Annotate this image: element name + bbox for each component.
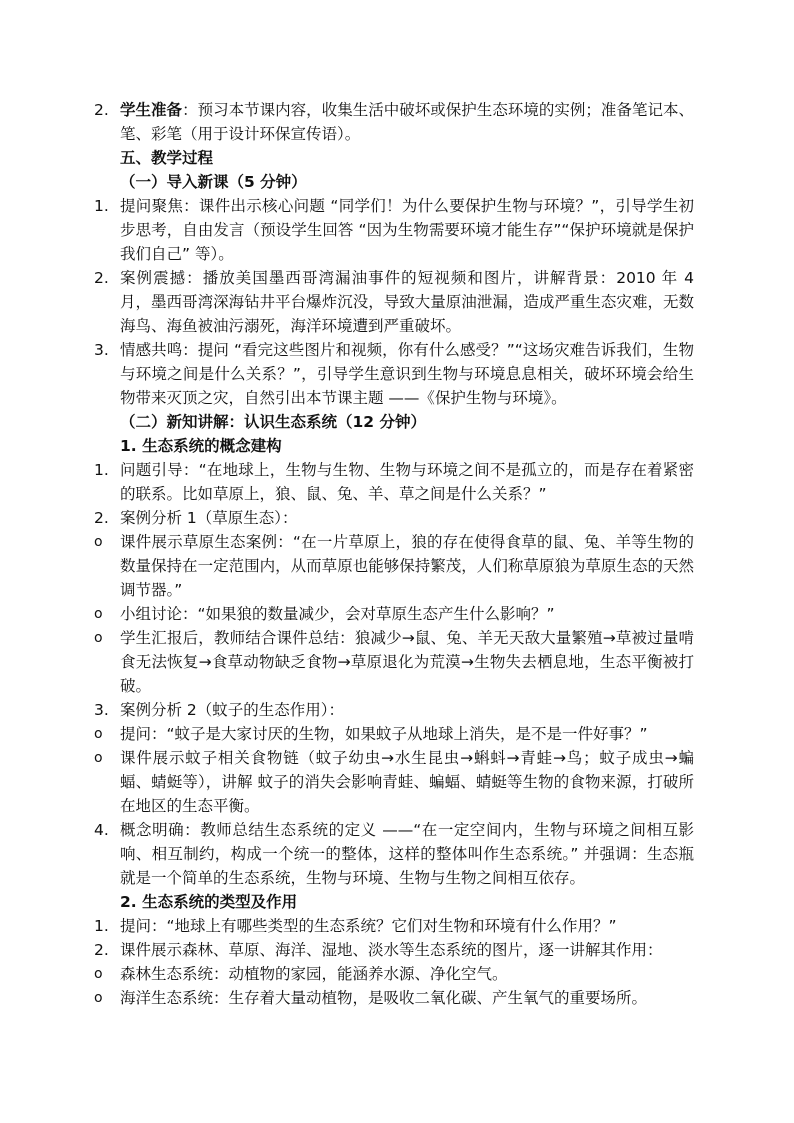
bullet-item (94, 722, 694, 746)
item-number: 4. (94, 821, 109, 839)
item-text (120, 986, 694, 1010)
item-number: 2. (94, 509, 109, 527)
item-number: 2. (94, 101, 109, 119)
item-number: 1. (94, 917, 109, 935)
numbered-item (94, 818, 694, 890)
item-body: ：预习本节课内容，收集生活中破坏或保护生态环境的实例；准备笔记本、笔、彩笔（用于设计环保宣传语）。 (120, 101, 694, 143)
bullet-item (94, 602, 694, 626)
item-body: 案例震撼：播放美国墨西哥湾漏油事件的短视频和图片，讲解背景：2010 年 4 月，墨西哥湾深海钻井平台爆炸沉没，导致大量原油泄漏，造成严重生态灾难，无数海鸟、海鱼被油污溺死，海洋环境遭到严重破坏。 (120, 269, 694, 335)
section-heading: 2. 生态系统的类型及作用 (120, 893, 298, 911)
item-body: 提问聚焦：课件出示核心问题 “同学们！为什么要保护生物与环境？”，引导学生初步思考，自由发言（预设学生回答 “因为生物需要环境才能生存”“保护环境就是保护我们自己” 等）。 (120, 197, 694, 263)
section-heading: （二）新知讲解：认识生态系统（12 分钟） (120, 413, 426, 431)
item-text (120, 722, 694, 746)
bullet-marker: o (94, 534, 103, 550)
item-body: 提问：“蚊子是大家讨厌的生物，如果蚊子从地球上消失，是不是一件好事？” (120, 725, 648, 743)
item-number: 1. (94, 461, 109, 479)
item-text (120, 962, 694, 986)
numbered-item (94, 266, 694, 338)
item-body: 海洋生态系统：生存着大量动植物，是吸收二氧化碳、产生氧气的重要场所。 (120, 989, 648, 1007)
section-heading: 1. 生态系统的概念建构 (120, 437, 282, 455)
item-text (120, 458, 694, 506)
bullet-item (94, 530, 694, 602)
item-text (120, 818, 694, 890)
numbered-item (94, 698, 694, 722)
lesson-plan-content (94, 98, 694, 1010)
bullet-marker: o (94, 966, 103, 982)
item-body: 概念明确：教师总结生态系统的定义 ——“在一定空间内，生物与环境之间相互影响、相互制约，构成一个统一的整体，这样的整体叫作生态系统。” 并强调：生态瓶就是一个简单的生态系统，生物与环境、生物与生物之间相互依存。 (120, 821, 694, 887)
section-heading: 五、教学过程 (120, 149, 214, 167)
item-number: 2. (94, 941, 109, 959)
bullet-marker: o (94, 990, 103, 1006)
bullet-marker: o (94, 606, 103, 622)
item-text (120, 698, 694, 722)
bullet-marker: o (94, 726, 103, 742)
bullet-item (94, 962, 694, 986)
item-body: 森林生态系统：动植物的家园，能涵养水源、净化空气。 (120, 965, 508, 983)
item-body: 学生汇报后，教师结合课件总结：狼减少→鼠、兔、羊无天敌大量繁殖→草被过量啃食无法恢复→食草动物缺乏食物→草原退化为荒漠→生物失去栖息地，生态平衡被打破。 (120, 629, 694, 695)
item-body: 课件展示草原生态案例：“在一片草原上，狼的存在使得食草的鼠、兔、羊等生物的数量保持在一定范围内，从而草原也能够保持繁茂，人们称草原狼为草原生态的天然调节器。” (120, 533, 694, 599)
bullet-item (94, 986, 694, 1010)
item-text (120, 530, 694, 602)
item-text (120, 746, 694, 818)
item-number: 3. (94, 341, 109, 359)
numbered-item (94, 506, 694, 530)
numbered-item (94, 338, 694, 410)
item-number: 1. (94, 197, 109, 215)
bullet-item (94, 746, 694, 818)
bullet-marker: o (94, 750, 103, 766)
item-body: 提问：“地球上有哪些类型的生态系统？它们对生物和环境有什么作用？” (120, 917, 617, 935)
bullet-marker: o (94, 630, 103, 646)
item-text (120, 626, 694, 698)
item-text (120, 938, 694, 962)
numbered-item (94, 938, 694, 962)
numbered-item (94, 458, 694, 506)
item-body: 课件展示森林、草原、海洋、湿地、淡水等生态系统的图片，逐一讲解其作用： (120, 941, 663, 959)
item-lead: 学生准备 (120, 101, 183, 119)
section-heading: （一）导入新课（5 分钟） (120, 173, 307, 191)
item-text (120, 338, 694, 410)
item-text (120, 602, 694, 626)
numbered-item (94, 914, 694, 938)
item-text (120, 266, 694, 338)
item-body: 课件展示蚊子相关食物链（蚊子幼虫→水生昆虫→蝌蚪→青蛙→鸟；蚊子成虫→蝙蝠、蜻蜓等），讲解 蚊子的消失会影响青蛙、蝙蝠、蜻蜓等生物的食物来源，打破所在地区的生态平衡。 (120, 749, 694, 815)
item-body: 案例分析 1（草原生态）： (120, 509, 298, 527)
item-body: 案例分析 2（蚊子的生态作用）： (120, 701, 345, 719)
item-body: 小组讨论：“如果狼的数量减少，会对草原生态产生什么影响？” (120, 605, 555, 623)
item-number: 3. (94, 701, 109, 719)
bullet-item (94, 626, 694, 698)
item-text (120, 98, 694, 146)
item-body: 情感共鸣：提问 “看完这些图片和视频，你有什么感受？”“这场灾难告诉我们，生物与环境之间是什么关系？”，引导学生意识到生物与环境息息相关，破坏环境会给生物带来灭顶之灾，自然引出本节课主题 ——《保护生物与环境》。 (120, 341, 694, 407)
item-number: 2. (94, 269, 109, 287)
item-text (120, 914, 694, 938)
numbered-item (94, 98, 694, 146)
item-text (120, 194, 694, 266)
item-body: 问题引导：“在地球上，生物与生物、生物与环境之间不是孤立的，而是存在着紧密的联系。比如草原上，狼、鼠、兔、羊、草之间是什么关系？” (120, 461, 694, 503)
numbered-item (94, 194, 694, 266)
item-text (120, 506, 694, 530)
